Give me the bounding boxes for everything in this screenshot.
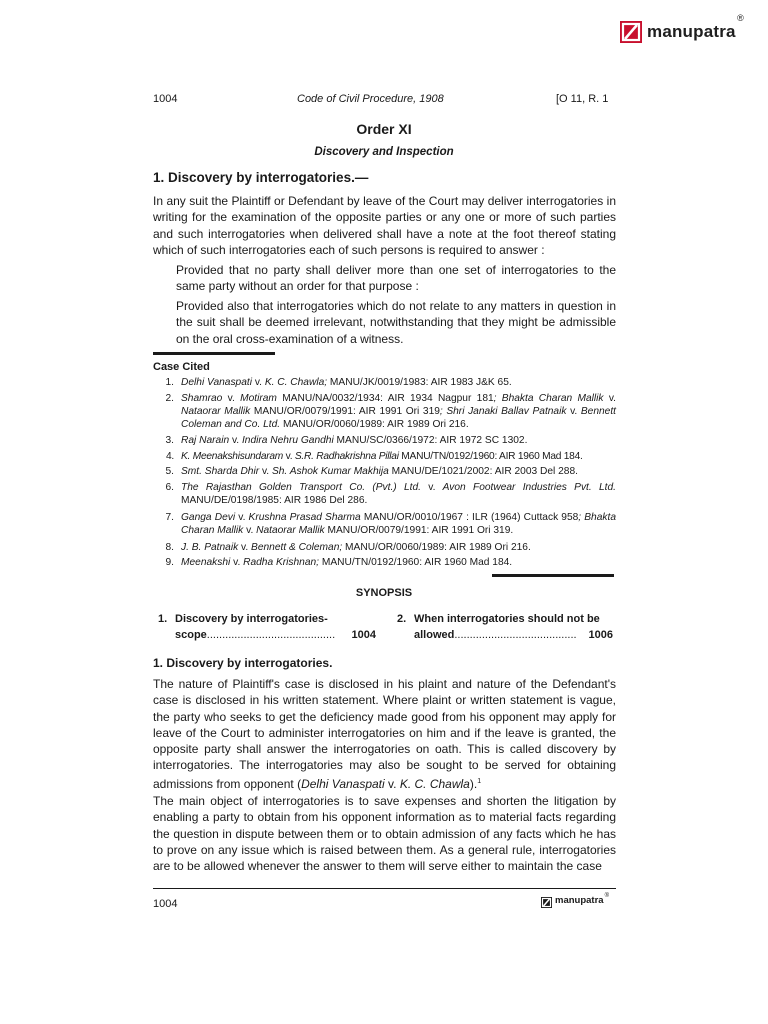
synopsis-item[interactable]: 2. When interrogatories should not be allowed ........................................ 1006	[397, 613, 613, 641]
header-title: Code of Civil Procedure, 1908	[297, 93, 444, 105]
proviso-2: Provided also that interrogatories which do not relate to any matters in question in the suit shall be deemed irrelevant, notwithstanding that they might be admissible on the oral cross-examination of a witness.	[176, 299, 616, 346]
footer-page-number: 1004	[153, 898, 178, 910]
proviso-1: Provided that no party shall deliver more than one set of interrogatories to the same party without an order for that purpose :	[176, 263, 616, 294]
section-heading: 1. Discovery by interrogatories.—	[153, 170, 369, 185]
case-item: 9. Meenakshi v. Radha Krishnan; MANU/TN/0192/1960: AIR 1960 Mad 184.	[165, 557, 513, 568]
synopsis-title: SYNOPSIS	[355, 587, 413, 599]
manupatra-logo	[620, 13, 744, 45]
commentary-heading: 1. Discovery by interrogatories.	[153, 656, 333, 670]
header-reference: [O 11, R. 1	[556, 93, 609, 105]
footer-logo	[541, 892, 609, 906]
footer-rule	[153, 888, 616, 889]
case-item: 5. Smt. Sharda Dhir v. Sh. Ashok Kumar Makhija MANU/DE/1021/2002: AIR 2003 Del 288.	[165, 466, 578, 477]
case-item: 7. Ganga Devi v. Krushna Prasad Sharma MANU/OR/0010/1967 : ILR (1964) Cuttack 958; Bhakta Charan Mallik v. Nataorar Mallik MANU/OR/0079/1991: AIR 1991 Ori 319.	[165, 512, 616, 536]
commentary-paragraph-1: The nature of Plaintiff's case is disclosed in his plaint and nature of the Defendant's case is disclosed in his written statement. Where plaint or written statement is vague, the party who seeks to get the deficiency made good from his opponent may apply for leave of the Court to administer interrogatories on him and if the leave is granted, the opposite party shall answer the interrogatories on oath. This is called discovery by interrogatories. The interrogatories may also be sought to be served for obtaining admissions from opponent (Delhi Vanaspati v. K. C. Chawla).$^1$	[153, 677, 616, 791]
case-item: 1. Delhi Vanaspati v. K. C. Chawla; MANU/JK/0019/1983: AIR 1983 J&K 65.	[165, 377, 512, 388]
header-page-number: 1004	[153, 93, 178, 105]
case-cited-heading: Case Cited	[153, 361, 210, 373]
case-item: 6. The Rajasthan Golden Transport Co. (Pvt.) Ltd. v. Avon Footwear Industries Pvt. Ltd. MANU/DE/0198/1985: AIR 1986 Del 286.	[165, 482, 616, 506]
manupatra-logo-icon	[620, 21, 642, 43]
order-title: Order XI	[356, 121, 412, 137]
commentary-paragraph-2: The main object of interrogatories is to save expenses and shorten the litigation by enabling a party to obtain from his opponent information as to material facts regarding the question in dispute between them or to obtain admission of any facts which he has to prove on any issue which is raised between them. As a general rule, interrogatories are to be allowed whenever the answer to them will serve either to maintain the case	[153, 794, 616, 874]
case-item: 3. Raj Narain v. Indira Nehru Gandhi MANU/SC/0366/1972: AIR 1972 SC 1302.	[165, 435, 528, 446]
case-item: 4. K. Meenakshisundaram v. S.R. Radhakrishna Pillai MANU/TN/0192/1960: AIR 1960 Mad 184.	[166, 451, 583, 462]
footer-logo-wordmark: manupatra	[555, 895, 604, 906]
section-body: In any suit the Plaintiff or Defendant by leave of the Court may deliver interrogatories in writing for the examination of the opposite parties or any one or more of such parties and such interrogatories when delivered shall have a note at the foot thereof stating which of such interrogatories each of such persons is required to answer :	[153, 194, 616, 257]
footer-logo-icon	[541, 895, 552, 906]
footer-logo-registered-mark: ®	[604, 892, 609, 899]
case-item: 8. J. B. Patnaik v. Bennett & Coleman; MANU/OR/0060/1989: AIR 1989 Ori 216.	[165, 542, 531, 553]
case-item: 2. Shamrao v. Motiram MANU/NA/0032/1934: AIR 1934 Nagpur 181; Bhakta Charan Mallik v. Nataorar Mallik MANU/OR/0079/1991: AIR 1991 Ori 319; Shri Janaki Ballav Patnaik v. Bennett Coleman and Co. Ltd. MANU/OR/0060/1989: AIR 1989 Ori 216.	[165, 393, 616, 430]
logo-registered-mark: ®	[737, 13, 744, 23]
synopsis-rule	[492, 574, 614, 577]
case-cited-rule	[153, 352, 275, 355]
synopsis-item[interactable]: 1. Discovery by interrogatories- scope .......................................... 1004	[158, 613, 376, 641]
order-subtitle: Discovery and Inspection	[314, 146, 454, 158]
logo-wordmark: manupatra	[647, 22, 736, 41]
